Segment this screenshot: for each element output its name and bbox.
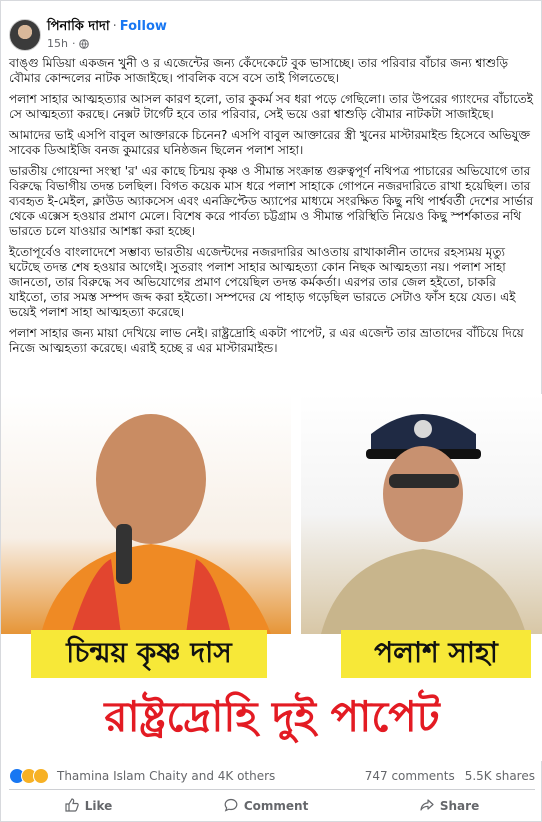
comments-count[interactable]: 747 comments (364, 769, 455, 783)
label-right: পলাশ সাহা (341, 630, 531, 678)
follow-button[interactable]: Follow (119, 19, 167, 34)
post-paragraph: ভারতীয় গোয়েন্দা সংস্থা 'র' এর কাছে চিন্ময় কৃষ্ণ ও সীমান্ত সংক্রান্ত গুরুত্বপূর্ণ নথিপত্র পাচারের অভিযোগে তার বিরুদ্ধে বিভাগীয় তদন্ত চলছিল। বিগত কয়েক মাস ধরে পলাশ সাহাকে গোপনে নজরদারিতে রাখা হয়েছিল। তার ব্যবহৃত ই-মেইল, ক্লাউড অ্যাকসেস এবং এনক্রিপ্টেড অ্যাপের মাধ্যমে সংরক্ষিত কিছু নথি পার্শ্ববর্তী দেশের সার্ভার থেকে এক্সেস হওয়ার প্রমাণ মেলে। বিশেষ করে পার্বত্য চট্টগ্রাম ও সীমান্ত পরিস্থিতি নিয়েও কিছু স্পর্শকাতর নথি ভারতে চলে যাওয়ার আশঙ্কা করা হচ্ছে। (9, 164, 534, 238)
post-paragraph: ইতোপূর্বেও বাংলাদেশে সম্ভাব্য ভারতীয় এজেন্টদের নজরদারির আওতায় রাখাকালীন তাদের রহস্যময় মৃত্যু ঘটেছে তদন্ত শেষ হওয়ার আগেই। সুতরাং পলাশ সাহার আত্মহত্যা কোন নিছক আত্মহত্যা নয়। পলাশ সাহা জানতো, তার বিরুদ্ধে সব অভিযোগের প্রমাণ পেয়েছিল তদন্ত কর্মকর্তা। এরপর তার জেল হইতো, চাকরি যাইতো, তার সমস্ত সম্পদ জব্দ করা হইতো। সম্পদের যে পাহাড় গড়েছিল ভারতে সেটাও ফাঁস হয়ে যেত। এই ভয়েই পলাশ সাহা আত্মহত্যা করেছে। (9, 245, 516, 319)
author-row (47, 17, 167, 38)
post-paragraph: পলাশ সাহার জন্য মায়া দেখিয়ে লাভ নেই। রাষ্ট্রদ্রোহি একটা পাপেট, র এর এজেন্ট তার ভ্রাতাদের বাঁচিয়ে দিয়ে নিজে আত্মহত্যা করেছে। এরাই হচ্ছে র এর মাস্টারমাইন্ড। (9, 326, 524, 355)
thumbs-up-icon (65, 798, 79, 815)
like-button[interactable] (65, 798, 113, 815)
comment-icon (224, 798, 238, 815)
reactors-text[interactable]: Thamina Islam Chaity and 4K others (57, 769, 276, 783)
reaction-icons[interactable] (9, 768, 45, 784)
divider (9, 789, 535, 790)
image-headline: রাষ্ট্রদ্রোহি দুই পাপেট (104, 691, 440, 741)
share-label: Share (439, 799, 480, 813)
photo-monk (1, 394, 291, 634)
stats-right (365, 769, 535, 783)
separator-dot: · (71, 37, 76, 50)
share-icon (420, 798, 434, 815)
post-paragraph: বাঙ্গু মিডিয়া একজন খুনী ও র এজেন্টের জন্য কেঁদেকেটে বুক ভাসাচ্ছে। তার পরিবার বাঁচার জন্য শ্বাশুড়ি বৌমার কোন্দলের নাটক সাজাইছে। পাবলিক বসে বসে তাই গিলতেছে। (9, 56, 509, 85)
label-left: চিন্ময় কৃষ্ণ দাস (31, 630, 267, 678)
post-paragraph: পলাশ সাহার আত্মহত্যার আসল কারণ হলো, তার কুকর্ম সব ধরা পড়ে গেছিলো। তার উপরের গ্যাংদের বাঁচাতেই সে আত্মহত্যা করছে। নেক্সট টার্গেট হবে তার পরিবার, সেই ভয়ে ওরা শ্বাশুড়ি বৌমার নাটকটা সাজাইছে। (9, 92, 534, 121)
shares-count[interactable]: 5.5K shares (464, 769, 535, 783)
action-bar (9, 793, 535, 819)
sad-reaction-icon (33, 768, 49, 784)
like-label: Like (84, 799, 113, 813)
post-meta (47, 37, 89, 50)
author-avatar[interactable] (9, 19, 41, 51)
comment-label: Comment (243, 799, 309, 813)
share-button[interactable] (420, 798, 479, 815)
post-time[interactable]: 15h (47, 37, 68, 50)
separator-dot: · (112, 19, 117, 34)
post-paragraph: আমাদের ভাই এসপি বাবুল আক্তারকে চিনেন? এসপি বাবুল আক্তারের স্ত্রী খুনের মাস্টারমাইন্ড হিসেবে অভিযুক্ত সাবেক ডিআইজি বনজ কুমারের ঘনিষ্ঠজন ছিলেন পলাশ সাহা। (9, 128, 531, 157)
comment-button[interactable] (224, 798, 308, 815)
post-stats (9, 767, 535, 785)
photo-officer (301, 394, 542, 634)
author-name[interactable]: পিনাকি দাদা (47, 19, 110, 34)
post-body (9, 56, 537, 362)
globe-icon (79, 39, 89, 49)
post-header (9, 17, 529, 57)
post-image[interactable] (1, 394, 542, 761)
